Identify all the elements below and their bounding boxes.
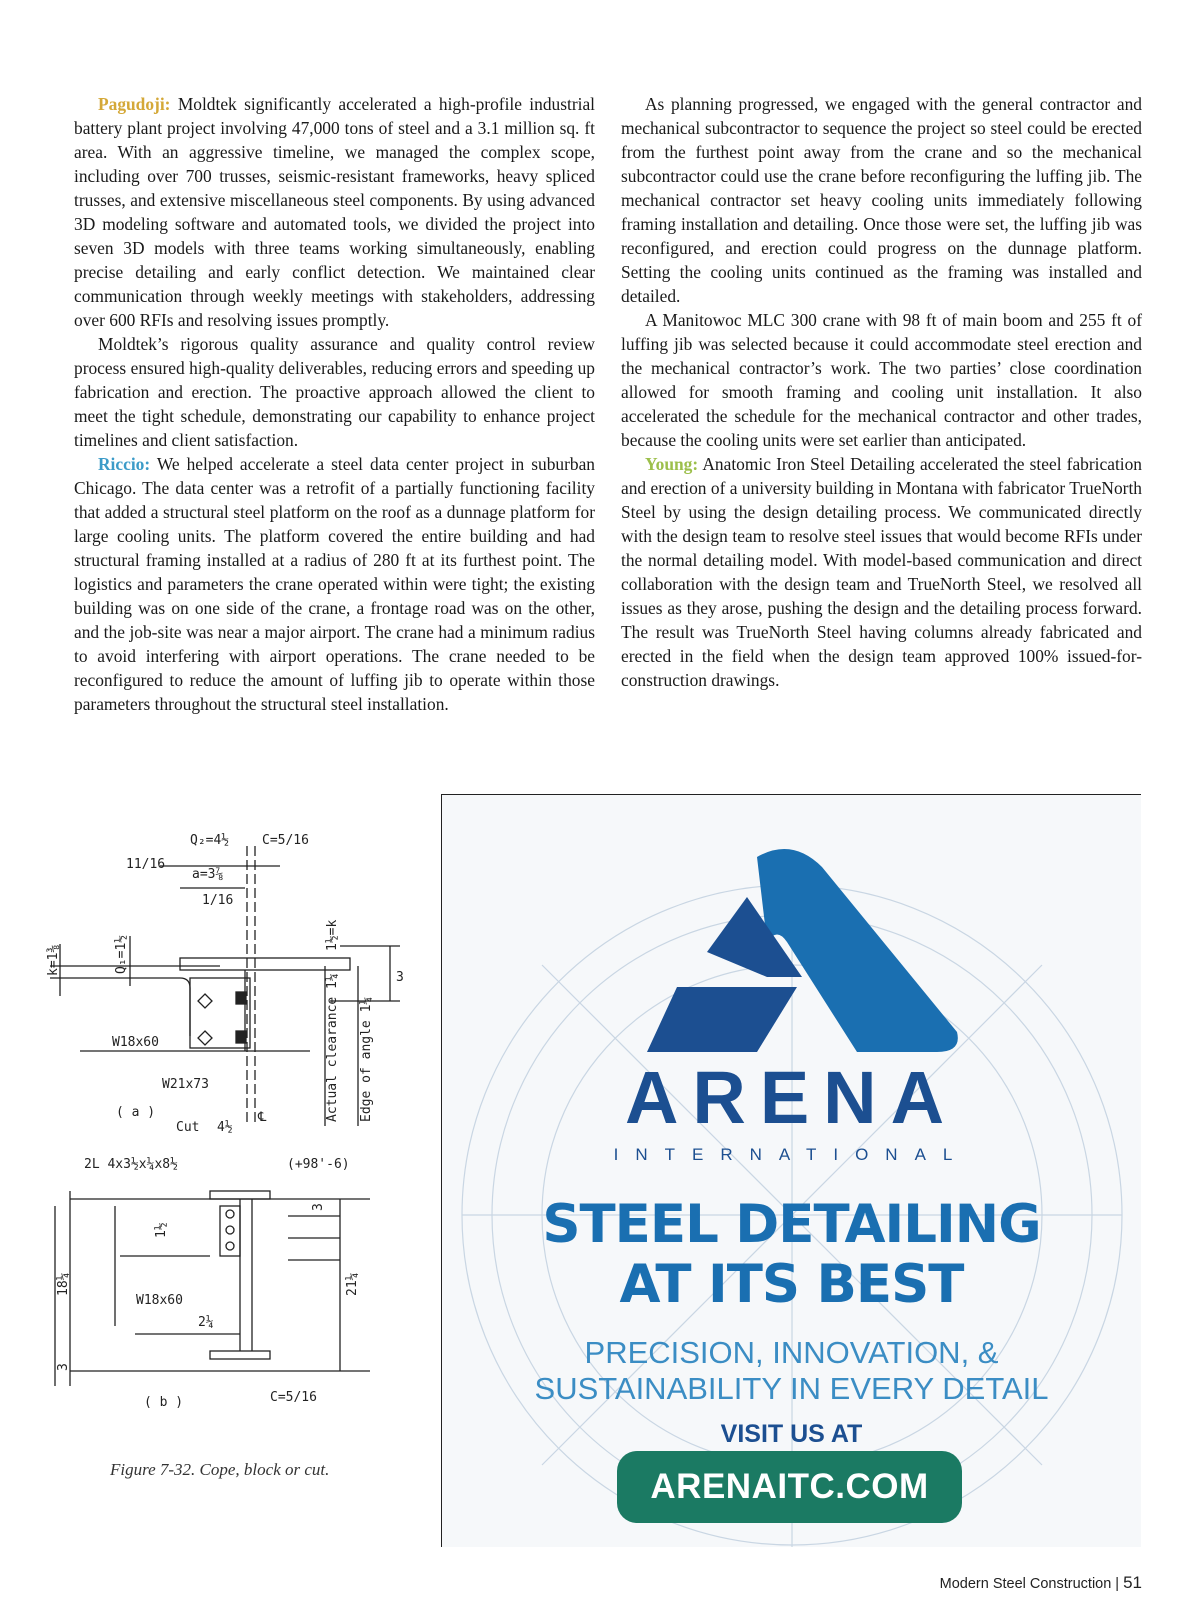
label-angles: 2L 4x3½x¼x8½ xyxy=(84,1157,178,1172)
label-cut: Cut xyxy=(176,1120,200,1135)
right-column xyxy=(621,92,1142,692)
publication-name: Modern Steel Construction xyxy=(939,1576,1112,1592)
page-footer xyxy=(940,1573,1142,1593)
speaker-name: Young: xyxy=(645,454,699,474)
label-elev: (+98'-6) xyxy=(287,1157,350,1172)
label-three: 3 xyxy=(396,970,404,985)
paragraph-text: We helped accelerate a steel data center project in suburban Chicago. The data center was a retrofit of a partially functioning facility that added a structural steel platform on the roof as a dunnage platform for large cooling units. The platform covered the entire building and had structural framing installed at a radius of 280 ft at its furthest point. The logistics and parameters the crane operated within were tight; the existing building was on one side of the crane, a frontage road was on the other, and the job-site was near a major airport. The crane had a minimum radius to avoid interfering with airport operations. The crane needed to be reconfigured to reduce the amount of luffing jib to operate within those parameters throughout the structural steel installation. xyxy=(74,454,595,714)
label-w18-a: W18x60 xyxy=(112,1035,159,1050)
label-q2: Q₂=4½ xyxy=(190,833,230,848)
label-q1: Q₁=1½ xyxy=(114,934,129,974)
figure-drawing xyxy=(40,826,420,1466)
ad-headline-line: AT ITS BEST xyxy=(619,1254,964,1315)
label-edge-of-angle: Edge of angle 1¼ xyxy=(359,996,374,1122)
speaker-name: Riccio: xyxy=(98,454,151,474)
label-four-half: 4½ xyxy=(217,1120,233,1135)
cope-block-cut-figure xyxy=(40,826,420,1466)
ad-brand: ARENA xyxy=(624,1056,959,1139)
ad-url-button[interactable]: ARENAITC.COM xyxy=(617,1451,962,1523)
label-k: k=1⅜ xyxy=(46,944,61,976)
paragraph-text: Moldtek significantly accelerated a high-profile industrial battery plant project involving 47,000 tons of steel and a 3.1 million sq. ft area. With an aggressive timeline, we managed the complex scope, including over 700 trusses, seismic-resistant frameworks, heavy spliced trusses, and extensive miscellaneous steel components. By using advanced 3D modeling software and automated tools, we divided the project into seven 3D models with three teams working simultaneously, enabling precise detailing and early conflict detection. We maintained clear communication through weekly meetings with stakeholders, addressing over 600 RFIs and resolving issues promptly. xyxy=(74,94,595,330)
label-three-b: 3 xyxy=(311,1203,326,1211)
label-w18-b: W18x60 xyxy=(136,1293,183,1308)
arena-advertisement xyxy=(441,794,1141,1547)
footer-separator: | xyxy=(1115,1576,1120,1592)
ad-tagline-line: PRECISION, INNOVATION, & xyxy=(584,1335,999,1370)
label-k2: 1½=k xyxy=(325,919,340,951)
paragraph-text: As planning progressed, we engaged with the general contractor and mechanical subcontractor to sequence the project so steel could be erected from the furthest point away from the crane and so the mechanical subcontractor could use the crane before reconfiguring the luffing jib. The mechanical contractor set heavy cooling units immediately following framing installation and detailing. Once those were set, the luffing jib was reconfigured, and erection could progress on the dunnage platform. Setting the cooling units continued as the framing was installed and detailed. xyxy=(621,94,1142,306)
label-one-half: 1½ xyxy=(154,1222,169,1238)
label-actual-clearance: Actual clearance 1¼ xyxy=(325,973,340,1122)
ad-subbrand: INTERNATIONAL xyxy=(613,1145,970,1164)
ad-headline xyxy=(442,1195,1141,1315)
paragraph xyxy=(74,92,595,332)
paragraph-text: Moldtek’s rigorous quality assurance and quality control review process ensured high-quality deliverables, reducing errors and speeding up fabrication and erection. The proactive approach allowed the client to meet the tight schedule, demonstrating our capability to enhance project timelines and client satisfaction. xyxy=(74,334,595,450)
label-part-a: ( a ) xyxy=(116,1105,156,1120)
label-1-16: 1/16 xyxy=(202,893,234,908)
label-part-b: ( b ) xyxy=(144,1395,184,1410)
left-column xyxy=(74,92,595,716)
ad-tagline-line: SUSTAINABILITY IN EVERY DETAIL xyxy=(534,1371,1049,1406)
figure-caption: Figure 7-32. Cope, block or cut. xyxy=(110,1460,330,1479)
label-w21: W21x73 xyxy=(162,1077,209,1092)
arena-logo-icon xyxy=(617,837,967,1057)
label-three-bottom: 3 xyxy=(56,1363,71,1371)
label-twentyone: 21¼ xyxy=(345,1272,360,1296)
label-eighteen: 18¼ xyxy=(56,1272,71,1296)
ad-headline-line: STEEL DETAILING xyxy=(542,1194,1041,1255)
paragraph-text: A Manitowoc MLC 300 crane with 98 ft of main boom and 255 ft of luffing jib was selected because it could accommodate steel erection and the mechanical contractor’s work. The two parties’ close coordination allowed for smooth framing and cooling unit installation. It also accelerated the schedule for the mechanical contractor and other trades, because the cooling units were set earlier than anticipated. xyxy=(621,310,1142,450)
ad-tagline xyxy=(442,1335,1141,1407)
paragraph xyxy=(621,452,1142,692)
label-c-top: C=5/16 xyxy=(262,833,309,848)
ad-visit-label: VISIT US AT xyxy=(720,1420,863,1448)
paragraph xyxy=(74,332,595,452)
label-two-quarter: 2¼ xyxy=(198,1315,214,1330)
page-number: 51 xyxy=(1123,1573,1142,1592)
label-c-bottom: C=5/16 xyxy=(270,1390,317,1405)
paragraph-text: Anatomic Iron Steel Detailing accelerated the steel fabrication and erection of a university building in Montana with fabricator TrueNorth Steel by using the design detailing process. We communicated directly with the design team to resolve steel issues that would become RFIs under the normal detailing model. With model-based communication and direct collaboration with the design team and TrueNorth Steel, we resolved all issues as they arose, pushing the design and the detailing process forward. The result was TrueNorth Steel having columns already fabricated and erected in the field when the design team approved 100% issued-for-construction drawings. xyxy=(621,454,1142,690)
label-11-16: 11/16 xyxy=(126,857,166,872)
paragraph xyxy=(74,452,595,716)
speaker-name: Pagudoji: xyxy=(98,94,171,114)
label-a: a=3⅞ xyxy=(192,867,224,882)
paragraph xyxy=(621,308,1142,452)
label-cl: ℄ xyxy=(258,1110,267,1125)
paragraph xyxy=(621,92,1142,308)
